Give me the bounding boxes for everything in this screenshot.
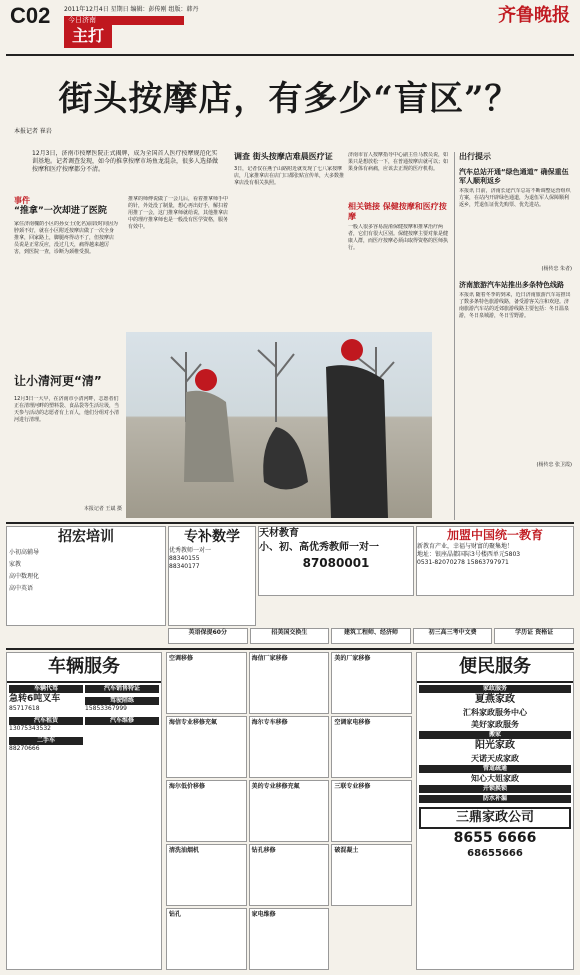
travel-tip-label: 出行提示 [459,152,491,161]
help-title: 便民服务 [417,653,573,683]
news-photo [126,332,432,518]
photo-credit: 本报记者 王斌 摄 [83,506,122,512]
trash-bag-icon [263,427,308,490]
mid-ads [166,652,412,970]
mid-ad-7: 美的专业移修充氟 [249,780,330,842]
help-line8: 68655666 [467,848,523,859]
mid-ad-2: 美的厂家移修 [331,652,412,714]
section-label: 主打 [64,24,112,48]
col-two: 推拿的师傅说做了一会儿后，看着推拿师手中的针，外处没了制量，想心再出好手，解扫着用推了一会，这门推拿师就给说，其他推拿店中的理疗推拿师也是一般没有医学资格，服务有效中。 [128,196,229,230]
ad-math [168,526,256,626]
car-phone1: 85717618 [9,705,40,712]
mid-ad-0: 空调移修 [166,652,247,714]
ads-top-row [6,526,574,646]
ad-zhaohong-line2: 高中数理化 [9,573,40,580]
mid-ad-4: 海尔专车移修 [249,716,330,778]
ad-tongyi-line1: 地址：银座晶都国际3号楼西单元5803 [417,551,521,558]
ad-row2-1: 招美国交换生 [250,628,330,644]
help-sub0: 家政服务 [419,685,571,693]
help-sub3: 开锁换锁 [419,785,571,793]
ad-row2-2: 建筑工程师、经济师 [331,628,411,644]
ad-math-line1: 88340155 [169,555,200,562]
help-line4: 天诺天成家政 [471,754,519,763]
volunteer-left-icon [184,369,234,482]
event-head: “推拿”一次却进了医院 [14,206,107,216]
ad-math-line2: 88340177 [169,563,200,570]
ad-zhaohong-line0: 小初高辅导 [9,549,40,556]
section-top: 今日济南 [64,16,184,25]
mid-ad-8: 三联专业移修 [331,780,412,842]
car-services-title: 车辆服务 [7,653,161,683]
ad-zhaohong [6,526,166,626]
volunteer-right-icon [326,339,388,518]
brief2-text: 本报讯 随着冬季的到来，近日济南旅游汽车站推出了数多条特色旅游线路，备受游客关注和欢迎。济南旅游汽车站的近郊旅游线路主要包括：冬日温泉游，冬日泉城游，冬日雪野游。 [459,292,571,319]
event-tag: 事件 [14,196,30,205]
mid-rule [6,522,574,524]
caption-text: 12月3日一大早，在济南市小清河畔，志愿者们正在清理河畔的塑料袋、食品袋等生活垃圾，当天参与活动的志愿者有上百人，他们分组对小清河进行清理。 [14,396,120,423]
car-services [6,652,162,970]
car-sub5: 二手车 [9,737,83,745]
right-rail [454,152,572,520]
jn-text: 济南市盲人按摩指导中心副主任马教员说，如果只是想放松一下，在普通按摩店就可以；如果身体有病痛，应该去正规的医疗机构。 [348,152,448,172]
ad-zhaohong-line3: 高中英语 [9,585,34,592]
mid-ad-10: 钻孔移修 [249,844,330,906]
ad-math-title: 专补数学 [184,529,240,545]
help-line7: 8655 6666 [453,830,537,846]
ad-row2-0: 英语保提60分 [168,628,248,644]
brief1-head: 汽车总站开通“绿色通道” 确保重伍军人顺利返乡 [459,168,569,185]
help-line1: 汇科家政服务中心 [463,708,527,717]
ad-tiancai-title: 天材教育 [259,528,299,539]
mid-ad-3: 海信专业移修充氟 [166,716,247,778]
ad-tongyi-title: 加盟中国统一教育 [446,528,543,542]
help-line0: 夏燕家政 [475,694,515,705]
mid-ad-6: 海尔低价移修 [166,780,247,842]
ad-zhaohong-line1: 家教 [9,561,22,568]
car-sub2: 汽车租赁 [9,717,83,725]
byline: 本报记者 崔岩 [14,128,52,135]
car-sub1: 汽车销售特证 [85,685,159,693]
related-head: 相关链接 保健按摩和医疗按摩 [348,202,447,221]
brief1-text: 本报讯 日前，济南长途汽车总站不断调整运营组织方案，在站内开辟绿色通道，为退伍军人保障顺利返乡，凭退伍证优先购票、优先进站。 [459,188,571,208]
ad-math-line0: 优秀教师一对一 [169,547,212,554]
classifieds [6,648,574,970]
page-number: C02 [10,3,51,28]
ads-row2 [168,628,574,644]
headline: 街头按摩店，有多少“盲区”？ [58,79,520,119]
car-phone2: 13075343532 [9,725,51,732]
photo-caption [14,374,122,524]
brief1-sign: (杨传忠 朱者) [541,266,572,272]
help-sub1: 搬家 [419,731,571,739]
help-sub2: 管道疏通 [419,765,571,773]
mid-ad-9: 清洗油烟机 [166,844,247,906]
car-sub4: 汽车维修 [85,717,159,725]
ad-tiancai-phone: 87080001 [302,556,370,570]
ad-tongyi [416,526,574,596]
lead-paragraph: 12月3日，济南市按摩医院正式揭牌，成为全国首人医疗按摩规范化实训基地。记者调查发现，如今的推拿按摩市场鱼龙混杂，很多人选择做按摩和医疗按摩都分不清。 [32,150,219,173]
event-text: 家住济南槐荫小区的孙女士(化名)前段时间因为脖颈不好，就在小区附近按摩店做了一次全身推拿，回家路上，脚腿疼得动不了，但按摩店员说是正常反应，没过几天，痛得越来越厉害，到医院一查，诊断为颈椎受损。 [14,221,118,255]
mid-ad-1: 海信厂家移修 [249,652,330,714]
ad-tiancai-line0: 小、初、高优秀教师一对一 [259,542,379,553]
ad-row2-4: 学历证 资格证 [494,628,574,644]
ad-tongyi-line0: 新教育产业，幸福与财富的聚集地！ [417,543,514,550]
brand-logo: 齐鲁晚报 [498,5,570,26]
related-text: 一般人很多容易混淆保健按摩和推拿治疗两者，它们有很大区别。保健按摩主要对象是健康人群，而医疗按摩必须由取得资格的医师执行。 [348,224,448,251]
car-phone4: 88270666 [9,745,40,752]
mid-ad-12: 钻孔 [166,908,247,970]
ad-tongyi-line2: 0531-82070278 15863797971 [417,559,509,566]
help-line2: 美好家政服务 [471,720,519,729]
ad-tiancai [258,526,414,596]
help-line5: 知心大姐家政 [471,774,519,783]
date-line: 2011年12月4日 星期日 编辑：彭传刚 组版：韩丹 [64,6,199,13]
ad-row2-3: 初三高三考中文费 [413,628,493,644]
investigate-head: 调查 街头按摩店难晨医疗证 [234,152,333,161]
car-phone0: 急转6吨叉车 [9,694,61,704]
col-three [234,152,344,328]
help-line6: 三鼎家政公司 [419,807,571,829]
page-header [0,0,580,52]
mid-ad-5: 空调家电移修 [331,716,412,778]
brief2-sign: (杨传忠 张卫霞) [536,462,572,468]
top-rule [6,54,574,56]
brief2-head: 济南旅游汽车站推出多条特色线路 [459,281,564,289]
mid-ad-11: 破混凝土 [331,844,412,906]
left-column [14,196,118,326]
col-four [348,152,448,328]
investigate-text: 3日，记者仅在燕子山路附近就发现了七八家按摩店，几家推拿店在店门口都张贴宣传单，大多数推拿店没有相关执照。 [234,166,344,186]
mid-ad-13: 家电维修 [249,908,330,970]
car-sub3: 驾驶陪练 [85,697,159,705]
ad-zhaohong-title: 招宏培训 [58,529,114,545]
car-sub0: 车辆代驾 [9,685,83,693]
help-sub4: 防水补漏 [419,795,571,803]
car-phone3: 15853367999 [85,705,127,712]
help-line3: 阳光家政 [475,740,515,751]
volunteers-illustration [126,332,432,518]
help-services [416,652,574,970]
caption-head: 让小清河更“清” [14,374,102,388]
